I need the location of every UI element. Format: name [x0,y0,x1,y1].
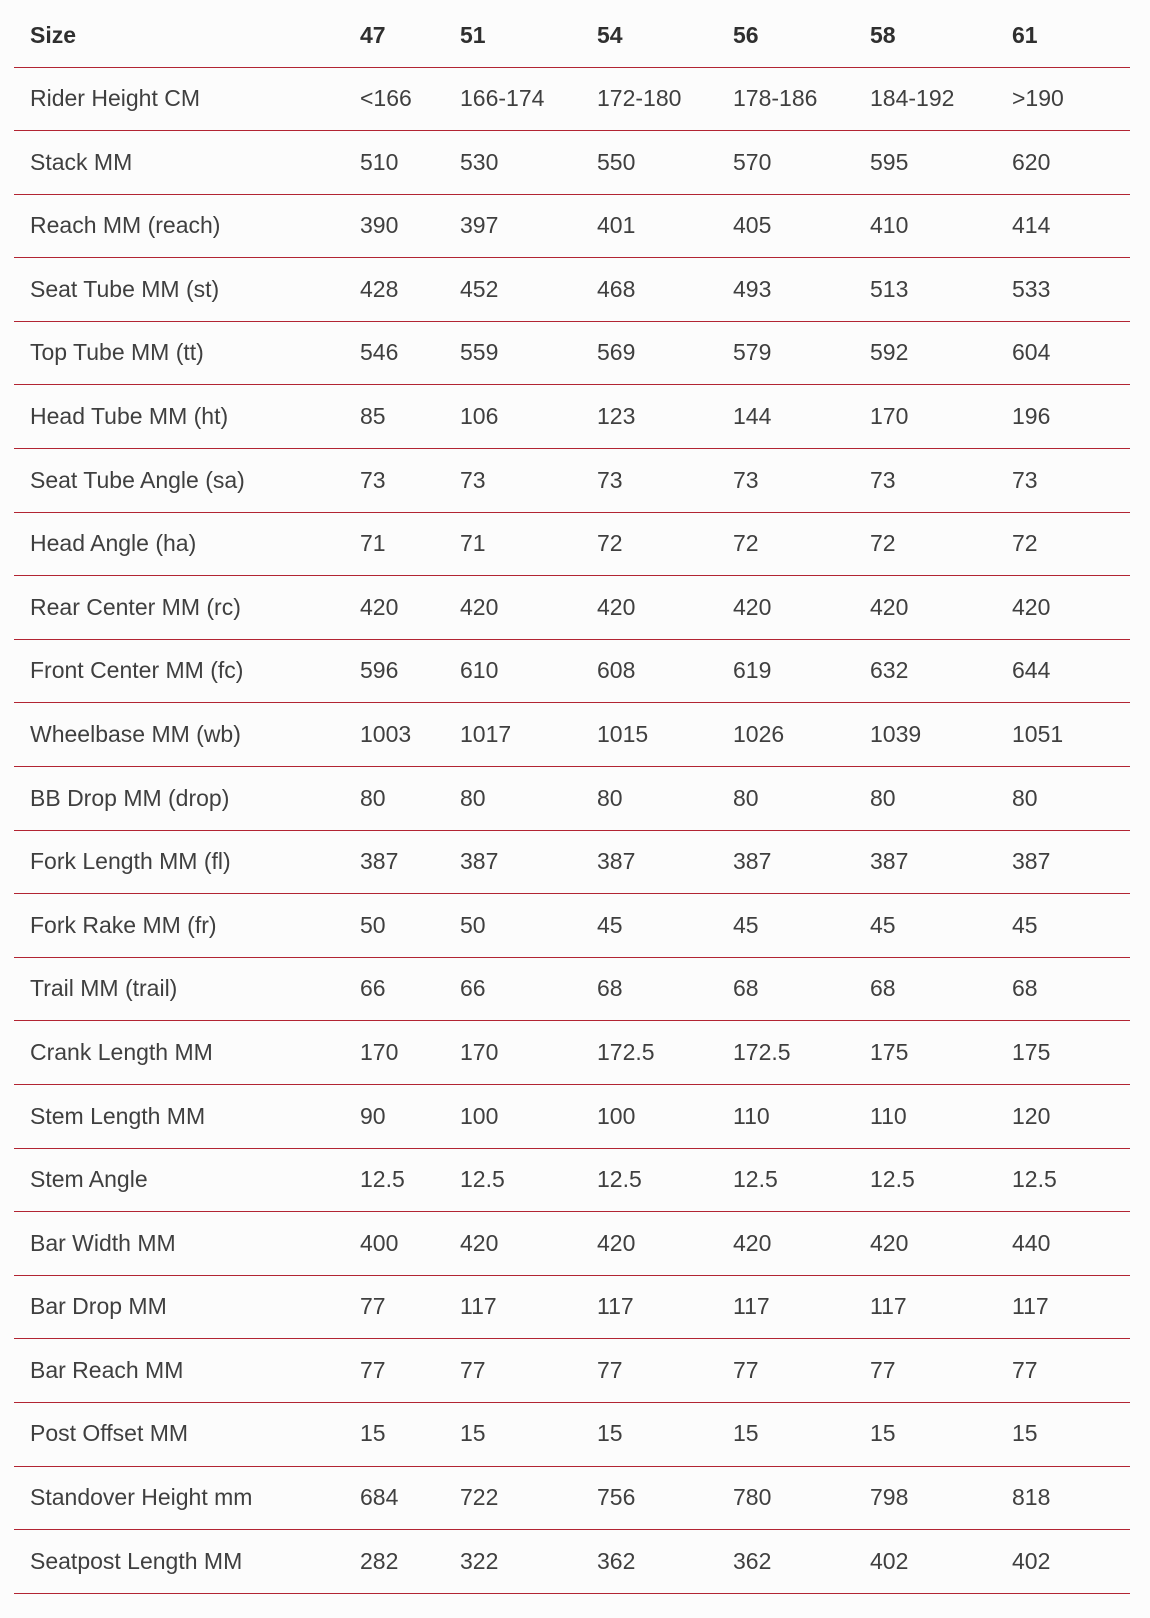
cell-value: 546 [344,321,444,385]
cell-value: 12.5 [344,1148,444,1212]
row-label: Head Tube MM (ht) [14,385,344,449]
cell-value: 77 [344,1275,444,1339]
cell-value: 15 [344,1402,444,1466]
cell-value: 282 [344,1530,444,1594]
cell-value: 15 [717,1402,854,1466]
cell-value: 410 [854,194,996,258]
table-row [14,957,1130,1021]
cell-value: 45 [996,894,1130,958]
cell-value: 400 [344,1212,444,1276]
cell-value: 12.5 [444,1148,581,1212]
cell-value: 77 [854,1339,996,1403]
table-row [14,1339,1130,1403]
cell-value: 106 [444,385,581,449]
cell-value: 80 [996,767,1130,831]
row-label: Fork Length MM (fl) [14,830,344,894]
table-row [14,1402,1130,1466]
cell-value: 362 [581,1530,717,1594]
cell-value: 387 [581,830,717,894]
cell-value: 756 [581,1466,717,1530]
cell-value: 510 [344,131,444,195]
cell-value: 397 [444,194,581,258]
cell-value: 77 [581,1339,717,1403]
cell-value: 73 [344,449,444,513]
row-label: Front Center MM (fc) [14,639,344,703]
cell-value: 45 [717,894,854,958]
cell-value: 50 [444,894,581,958]
cell-value: 80 [717,767,854,831]
table-row [14,67,1130,131]
table-row [14,1148,1130,1212]
cell-value: 100 [581,1085,717,1149]
column-header-54: 54 [581,5,717,67]
cell-value: 172.5 [581,1021,717,1085]
cell-value: 405 [717,194,854,258]
cell-value: 390 [344,194,444,258]
cell-value: 644 [996,639,1130,703]
table-row [14,512,1130,576]
row-label: Standover Height mm [14,1466,344,1530]
cell-value: 50 [344,894,444,958]
column-header-51: 51 [444,5,581,67]
cell-value: 77 [344,1339,444,1403]
cell-value: 85 [344,385,444,449]
table-row [14,131,1130,195]
row-label: Bar Drop MM [14,1275,344,1339]
cell-value: 15 [581,1402,717,1466]
cell-value: 722 [444,1466,581,1530]
table-row [14,894,1130,958]
cell-value: 73 [854,449,996,513]
row-label: Head Angle (ha) [14,512,344,576]
cell-value: 420 [444,1212,581,1276]
cell-value: 387 [717,830,854,894]
table-row [14,576,1130,640]
row-label: Reach MM (reach) [14,194,344,258]
cell-value: 68 [996,957,1130,1021]
cell-value: 68 [717,957,854,1021]
cell-value: 420 [581,1212,717,1276]
cell-value: 387 [996,830,1130,894]
cell-value: 72 [854,512,996,576]
cell-value: 619 [717,639,854,703]
table-row [14,767,1130,831]
row-label: Fork Rake MM (fr) [14,894,344,958]
cell-value: 45 [854,894,996,958]
cell-value: 117 [717,1275,854,1339]
cell-value: 780 [717,1466,854,1530]
cell-value: 420 [717,1212,854,1276]
cell-value: 513 [854,258,996,322]
cell-value: 45 [581,894,717,958]
cell-value: 110 [717,1085,854,1149]
cell-value: 72 [996,512,1130,576]
cell-value: 533 [996,258,1130,322]
cell-value: 170 [444,1021,581,1085]
cell-value: 71 [444,512,581,576]
cell-value: 73 [581,449,717,513]
cell-value: 420 [717,576,854,640]
cell-value: 123 [581,385,717,449]
cell-value: 1026 [717,703,854,767]
cell-value: 77 [717,1339,854,1403]
cell-value: 1051 [996,703,1130,767]
cell-value: 632 [854,639,996,703]
column-header-56: 56 [717,5,854,67]
cell-value: 120 [996,1085,1130,1149]
cell-value: 420 [854,576,996,640]
row-label: Seatpost Length MM [14,1530,344,1594]
cell-value: 12.5 [854,1148,996,1212]
cell-value: 570 [717,131,854,195]
cell-value: 15 [854,1402,996,1466]
cell-value: 420 [581,576,717,640]
cell-value: 387 [854,830,996,894]
cell-value: >190 [996,67,1130,131]
cell-value: 468 [581,258,717,322]
cell-value: 117 [854,1275,996,1339]
row-label: Seat Tube MM (st) [14,258,344,322]
cell-value: 559 [444,321,581,385]
cell-value: 402 [996,1530,1130,1594]
table-row [14,1466,1130,1530]
table-row [14,1275,1130,1339]
cell-value: 798 [854,1466,996,1530]
table-row [14,830,1130,894]
cell-value: 420 [996,576,1130,640]
cell-value: 90 [344,1085,444,1149]
cell-value: 362 [717,1530,854,1594]
cell-value: 322 [444,1530,581,1594]
row-label: Stack MM [14,131,344,195]
table-row [14,1212,1130,1276]
row-label: Trail MM (trail) [14,957,344,1021]
cell-value: 144 [717,385,854,449]
cell-value: 15 [996,1402,1130,1466]
cell-value: 440 [996,1212,1130,1276]
cell-value: 610 [444,639,581,703]
cell-value: 12.5 [717,1148,854,1212]
cell-value: 420 [344,576,444,640]
column-header-61: 61 [996,5,1130,67]
row-label: BB Drop MM (drop) [14,767,344,831]
cell-value: 569 [581,321,717,385]
cell-value: 77 [444,1339,581,1403]
row-label: Bar Width MM [14,1212,344,1276]
cell-value: 172-180 [581,67,717,131]
cell-value: 73 [717,449,854,513]
cell-value: 579 [717,321,854,385]
row-label: Rear Center MM (rc) [14,576,344,640]
cell-value: 592 [854,321,996,385]
table-row [14,449,1130,513]
row-label: Seat Tube Angle (sa) [14,449,344,513]
table-row [14,385,1130,449]
cell-value: 414 [996,194,1130,258]
table-row [14,1085,1130,1149]
cell-value: 596 [344,639,444,703]
cell-value: 178-186 [717,67,854,131]
cell-value: 595 [854,131,996,195]
cell-value: 175 [996,1021,1130,1085]
cell-value: 166-174 [444,67,581,131]
cell-value: 620 [996,131,1130,195]
cell-value: 172.5 [717,1021,854,1085]
table-row [14,1021,1130,1085]
cell-value: 12.5 [581,1148,717,1212]
cell-value: 170 [854,385,996,449]
row-label: Stem Length MM [14,1085,344,1149]
row-label: Top Tube MM (tt) [14,321,344,385]
cell-value: 100 [444,1085,581,1149]
cell-value: 68 [581,957,717,1021]
cell-value: 402 [854,1530,996,1594]
cell-value: 493 [717,258,854,322]
row-label: Crank Length MM [14,1021,344,1085]
cell-value: 66 [344,957,444,1021]
cell-value: 818 [996,1466,1130,1530]
cell-value: 452 [444,258,581,322]
table-row [14,321,1130,385]
table-row [14,1530,1130,1594]
cell-value: 15 [444,1402,581,1466]
cell-value: 1003 [344,703,444,767]
cell-value: 604 [996,321,1130,385]
row-label: Stem Angle [14,1148,344,1212]
header-row [14,5,1130,67]
column-header-47: 47 [344,5,444,67]
cell-value: 196 [996,385,1130,449]
cell-value: 80 [444,767,581,831]
cell-value: 184-192 [854,67,996,131]
table-row [14,258,1130,322]
cell-value: 1017 [444,703,581,767]
cell-value: 1015 [581,703,717,767]
cell-value: 420 [444,576,581,640]
cell-value: 80 [581,767,717,831]
cell-value: 80 [344,767,444,831]
cell-value: 72 [717,512,854,576]
cell-value: 1039 [854,703,996,767]
cell-value: 77 [996,1339,1130,1403]
cell-value: 80 [854,767,996,831]
cell-value: 401 [581,194,717,258]
cell-value: 530 [444,131,581,195]
cell-value: 68 [854,957,996,1021]
table-row [14,703,1130,767]
geometry-table [14,5,1130,1594]
cell-value: <166 [344,67,444,131]
cell-value: 73 [996,449,1130,513]
cell-value: 66 [444,957,581,1021]
cell-value: 73 [444,449,581,513]
row-label: Wheelbase MM (wb) [14,703,344,767]
row-label: Rider Height CM [14,67,344,131]
cell-value: 110 [854,1085,996,1149]
cell-value: 117 [996,1275,1130,1339]
table-body [14,67,1130,1593]
cell-value: 387 [344,830,444,894]
cell-value: 71 [344,512,444,576]
cell-value: 550 [581,131,717,195]
cell-value: 170 [344,1021,444,1085]
cell-value: 684 [344,1466,444,1530]
cell-value: 428 [344,258,444,322]
cell-value: 117 [444,1275,581,1339]
table-row [14,194,1130,258]
column-header-size: Size [14,5,344,67]
cell-value: 72 [581,512,717,576]
cell-value: 387 [444,830,581,894]
row-label: Post Offset MM [14,1402,344,1466]
cell-value: 175 [854,1021,996,1085]
cell-value: 420 [854,1212,996,1276]
cell-value: 608 [581,639,717,703]
row-label: Bar Reach MM [14,1339,344,1403]
cell-value: 117 [581,1275,717,1339]
column-header-58: 58 [854,5,996,67]
table-row [14,639,1130,703]
cell-value: 12.5 [996,1148,1130,1212]
